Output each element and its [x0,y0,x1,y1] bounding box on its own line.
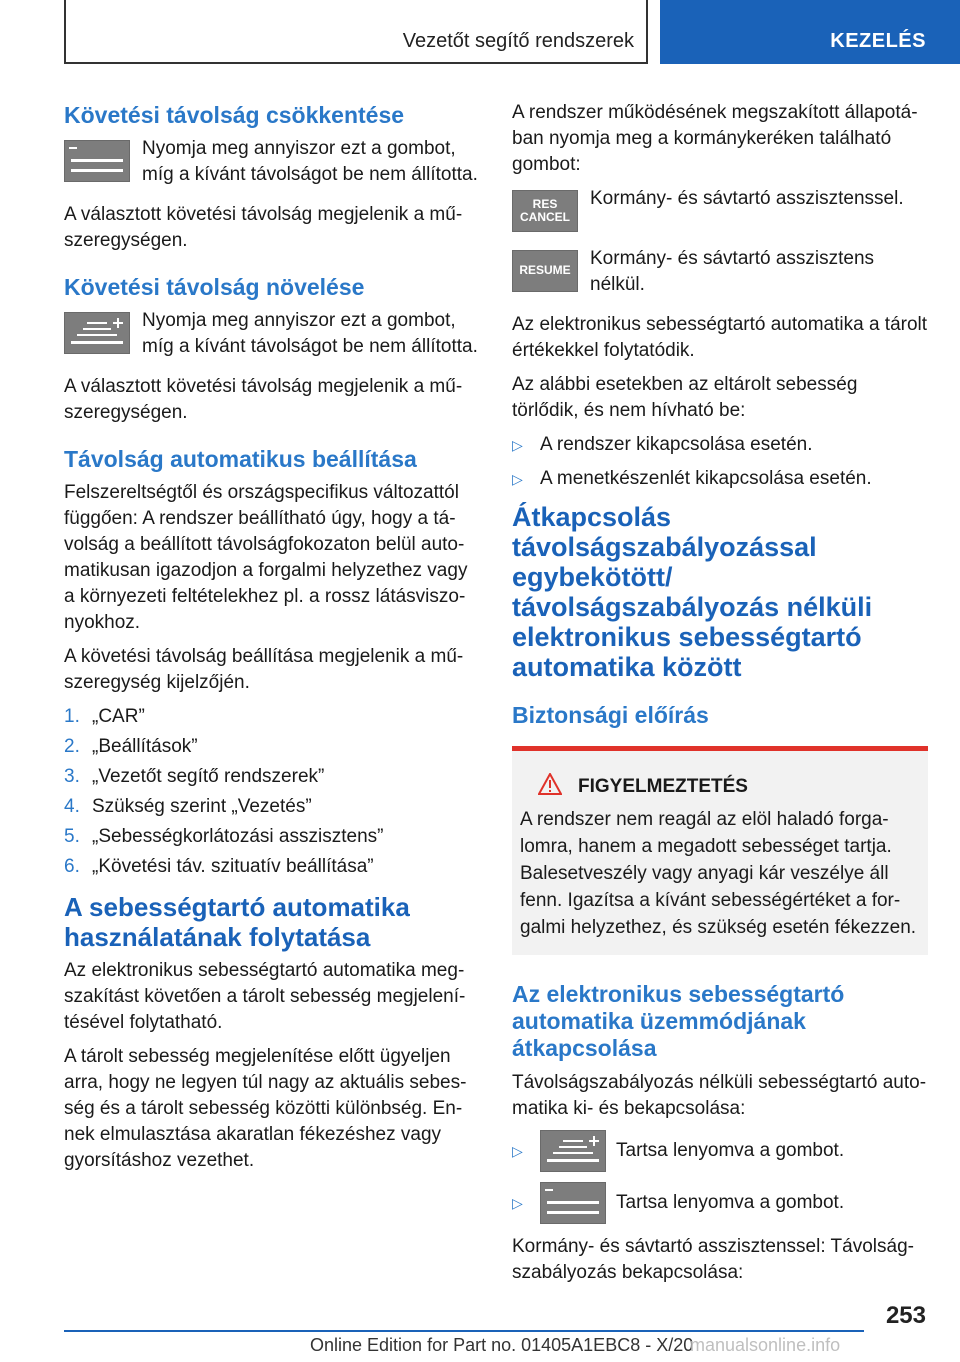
footer-watermark: manualsonline.info [690,1335,841,1355]
decrease-instruction-text: Nyomja meg annyiszor ezt a gombot, míg a kívánt távolságot be nem állította. [142,138,478,185]
triangle-bullet-icon: ▷ [512,1142,523,1159]
resume-row [512,246,928,298]
continue-paragraph: Az elektronikus sebességtartó automatika a tárolt értékekkel folytatódik. [512,314,928,361]
decrease-paragraph: A választott követési távolság megjelenik a műszeregységen. [64,204,463,251]
footer-edition: Online Edition for Part no. 01405A1EBC8 - X/20 [310,1335,694,1355]
deleted-paragraph: Az alábbi esetekben az eltárolt sebesség törlődik, és nem hívható be: [512,374,858,421]
increase-instruction [64,308,482,360]
resume-paragraph-1: Az elektronikus sebességtartó automatika megszakítást követően a tárolt sebesség megjelenítésével folytatható. [64,960,466,1033]
list-item: 2. „Beállítások” [64,736,198,757]
distance-increase-button-icon [64,312,130,354]
decrease-instruction [64,136,482,188]
header-section-title: Vezetőt segítő rendszerek [402,30,634,52]
auto-paragraph-2: A követési távolság beállítása megjelenik a műszeregység kijelzőjén. [64,646,464,693]
resume-paragraph-2: A tárolt sebesség megjelenítése előtt ügyeljen arra, hogy ne legyen túl nagy az aktuális sebesség és a tárolt sebesség közötti különbség. Ennek elmulasztása akaratlan fékezéshez vagy gyorsításhoz vezethet. [64,1046,467,1171]
distance-decrease-button-icon [64,140,130,182]
footer-divider [64,1330,864,1332]
header-chapter-label: KEZELÉS [830,30,926,52]
intro-paragraph: A rendszer működésének megszakított állapotában nyomja meg a kormánykeréken található gombot: [512,102,918,175]
header-section-box [64,0,648,64]
settings-steps-list [64,704,482,880]
list-item: ▷ A rendszer kikapcsolása esetén. [512,432,928,458]
triangle-bullet-icon: ▷ [512,1194,523,1211]
header-chapter-tab [660,0,960,64]
mode-paragraph: Távolságszabályozás nélküli sebességtartó automatika ki- és bekapcsolása: [512,1072,927,1119]
step-decrease-hold: ▷ Tartsa lenyomva a gombot. [512,1182,928,1224]
warning-box [512,746,928,955]
heading-auto-distance: Távolság automatikus beállítása [64,446,417,472]
warning-title: FIGYELMEZTETÉS [578,775,748,797]
resume-button-icon: RESUME [512,250,578,292]
heading-increase-distance: Követési távolság növelése [64,274,365,300]
resume-text: Kormány- és sávtartó asszisztens nélkül. [590,248,875,295]
list-item: 3. „Vezetőt segítő rendszerek” [64,766,325,787]
final-paragraph: Kormány- és sávtartó asszisztenssel: Távolságszabályozás bekapcsolása: [512,1236,914,1283]
heading-resume-cruise: A sebességtartó automatika használatának folytatása [64,892,410,952]
deleted-cases-list [512,432,928,492]
step-increase-hold: ▷ Tartsa lenyomva a gombot. [512,1130,928,1172]
page-number: 253 [885,1302,926,1329]
res-cancel-row [512,186,928,232]
warning-text: A rendszer nem reagál az elöl haladó forgalomra, hanem a megadott sebességet tartja. Balesetveszély vagy anyagi kár veszélye áll fenn. Igazítsa a kívánt sebességértéket a forgalmi helyzethez, és szükség esetén fékezzen. [520,809,917,938]
distance-increase-button-icon [540,1130,606,1172]
list-item: 1. „CAR” [64,706,145,727]
increase-instruction-text: Nyomja meg annyiszor ezt a gombot, míg a kívánt távolságot be nem állította. [142,310,478,357]
warning-triangle-icon [538,773,562,800]
distance-decrease-button-icon [540,1182,606,1224]
left-column [64,100,482,1182]
triangle-bullet-icon: ▷ [512,437,523,453]
list-item: 5. „Sebességkorlátozási asszisztens” [64,826,384,847]
heading-switch-mode: Átkapcsolás távolságszabályozással egybekötött/ távolságszabályozás nélküli elektronikus sebességtartó automatika között [512,502,873,682]
list-item: 4. Szükség szerint „Vezetés” [64,796,312,817]
list-item: ▷ A menetkészenlét kikapcsolása esetén. [512,466,928,492]
triangle-bullet-icon: ▷ [512,471,523,487]
res-cancel-button-icon: RES CANCEL [512,190,578,232]
list-item: 6. „Követési táv. szituatív beállítása” [64,856,374,877]
heading-mode-switch: Az elektronikus sebességtartó automatika üzemmódjának átkapcsolása [512,981,845,1061]
heading-safety: Biztonsági előírás [512,702,709,728]
res-cancel-text: Kormány- és sávtartó asszisztenssel. [590,188,904,209]
increase-paragraph: A választott követési távolság megjelenik a műszeregységen. [64,376,463,423]
heading-decrease-distance: Követési távolság csökkentése [64,102,405,128]
right-column [512,100,928,1294]
auto-paragraph-1: Felszereltségtől és országspecifikus változattól függően: A rendszer beállítható úgy, hogy a távolság a beállított távolságfokozaton belül automatikusan igazodjon a forgalmi helyzethez vagy a környezeti feltételekhez pl. a rossz látásviszonyokhoz. [64,482,468,633]
